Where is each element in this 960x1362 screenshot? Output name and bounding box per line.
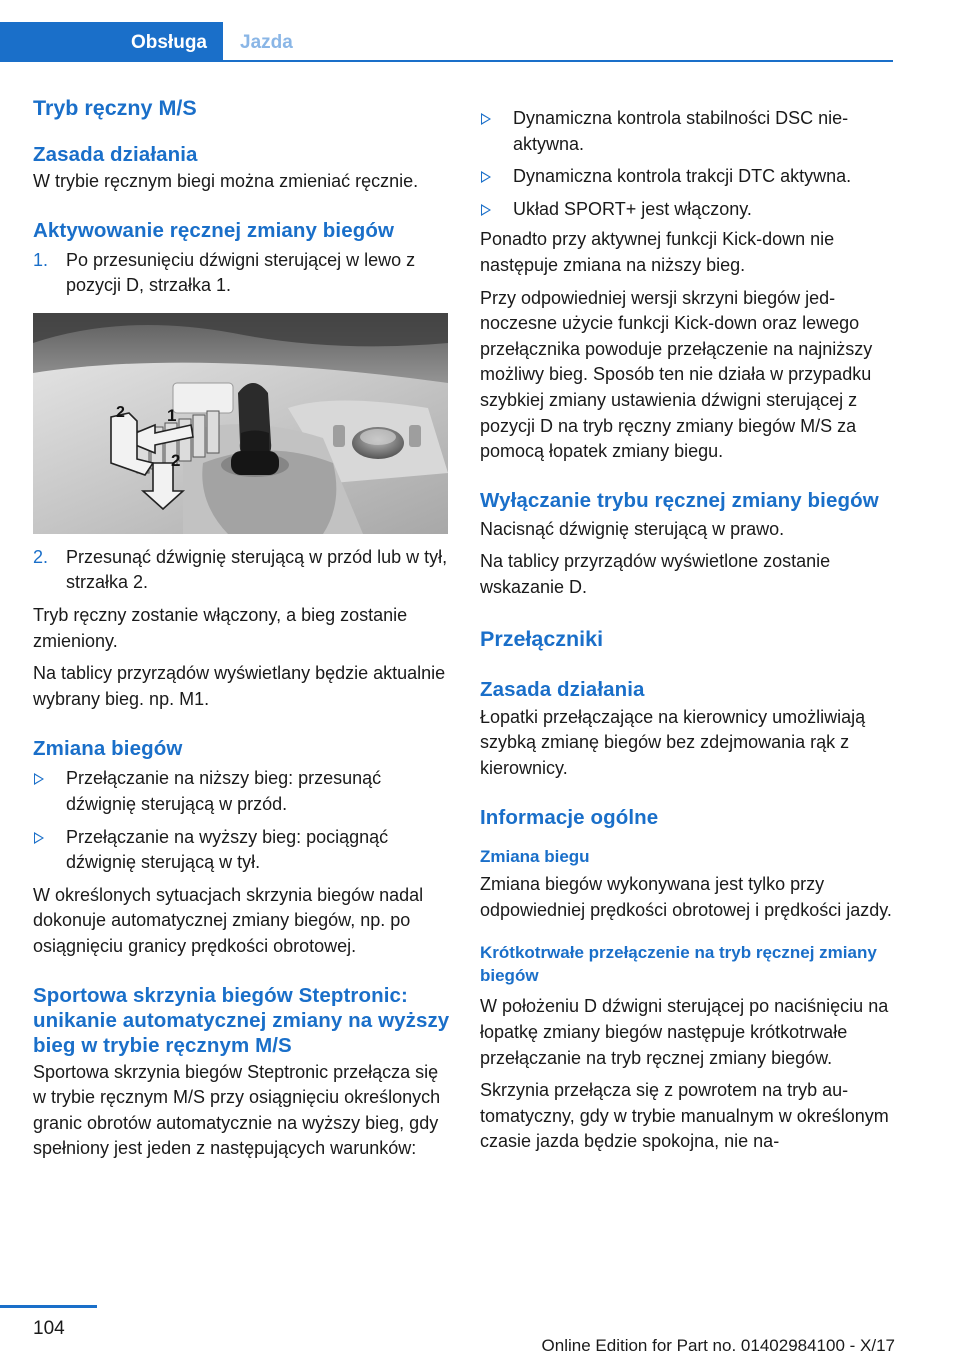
paragraph-sport: Sportowa skrzynia biegów Steptronic przełącza się w trybie ręcznym M/S przy osiągnięciu określonych granic obrotów automatycznie na wyższy bieg, gdy spełniony jest jeden z następujących warunków: xyxy=(33,1061,441,1159)
footer-rule xyxy=(0,1305,97,1308)
triangle-bullet-icon xyxy=(481,171,491,183)
paragraph-short-manual: W położeniu D dźwigni sterującej po naciśnięciu na łopatkę zmiany biegów następuje krótkotrwałe przełączanie na tryb ręcznej zmiany biegów. xyxy=(480,996,889,1068)
heading-switches: Przełączniki xyxy=(480,626,604,651)
step-text: Po przesunięciu dźwigni sterującej w lewo z pozycji D, strzałka 1. xyxy=(66,249,416,296)
paragraph-display: Na tablicy przyrządów wyświetlany będzie aktualnie wybrany bieg. np. M1. xyxy=(33,663,446,709)
chapter-tabs xyxy=(0,22,893,62)
heading-activate: Aktywowanie ręcznej zmiany biegów xyxy=(33,218,395,242)
heading-principle: Zasada działania xyxy=(33,143,198,166)
left-column xyxy=(33,95,453,1162)
heading-deactivate: Wyłączanie trybu ręcznej zmiany biegów xyxy=(480,488,879,512)
paragraph-press: Nacisnąć dźwignię sterującą w prawo. xyxy=(480,518,785,539)
heading-short-manual: Krótkotrwałe przełączenie na tryb ręcznej zmiany biegów xyxy=(480,943,877,986)
step-number: 2. xyxy=(33,546,49,567)
arrow-label-2-lower: 2 xyxy=(171,450,181,470)
list-item-text: Dynamiczna kontrola trakcji DTC aktywna. xyxy=(513,166,852,187)
paragraph-enabled: Tryb ręczny zostanie włączony, a bieg zostanie zmieniony. xyxy=(33,604,408,651)
paragraph-display-d: Na tablicy przyrządów wyświetlone zostanie wskazanie D. xyxy=(480,551,831,597)
step-2 xyxy=(33,545,453,596)
list-item xyxy=(480,106,895,157)
list-item xyxy=(33,766,453,817)
paragraph-lowest-gear: Przy odpowiedniej wersji skrzyni biegów jednoczesne użycie funkcji Kick-down oraz lewego przełącznika powoduje przełączenie na najniższy możliwy bieg. Sposób ten nie działa w przypadku szybkiej zmiany ustawienia dźwigni sterującej z pozycji D na tryb ręczny zmiany biegów M/S za pomocą łopatek zmiany biegu. xyxy=(480,287,873,462)
heading-sport: Sportowa skrzynia biegów Steptronic: unikanie automatycznej zmiany na wyższy bieg w trybie ręcznym M/S xyxy=(33,983,450,1057)
tab-jazda[interactable]: Jazda xyxy=(240,32,293,53)
paragraph-auto: W określonych sytuacjach skrzynia biegów nadal dokonuje automatycznej zmiany biegów, np. po osiągnięciu granicy prędkości obrotowej. xyxy=(33,884,424,956)
paragraph-kickdown: Ponadto przy aktywnej funkcji Kick-down nie następuje zmiana na niższy bieg. xyxy=(480,229,835,275)
step-number: 1. xyxy=(33,249,49,270)
paragraph-return-auto: Skrzynia przełącza się z powrotem na tryb automatyczny, gdy w trybie manualnym w określonym czasie jazda będzie spokojna, nie na- xyxy=(480,1080,889,1152)
heading-gear-change: Zmiana biegu xyxy=(480,847,590,867)
heading-general: Informacje ogólne xyxy=(480,806,659,830)
arrow-label-2-upper: 2 xyxy=(116,403,125,421)
paragraph-paddles: Łopatki przełączające na kierownicy umożliwiają szybką zmianę biegów bez zdejmowania rąk z kierownicy. xyxy=(480,706,866,778)
paragraph-speed: Zmiana biegów wykonywana jest tylko przy odpowiedniej prędkości obrotowej i prędkości jazdy. xyxy=(480,874,892,920)
triangle-bullet-icon xyxy=(481,113,491,125)
heading-principle-switches: Zasada działania xyxy=(480,677,645,701)
edition-note: Online Edition for Part no. 01402984100 - X/17 xyxy=(541,1336,895,1355)
list-item-text: Dynamiczna kontrola stabilności DSC nieaktywna. xyxy=(513,108,849,154)
page-number: 104 xyxy=(33,1318,65,1339)
step-text: Przesunąć dźwignię sterującą w przód lub w tył, strzałka 2. xyxy=(66,546,448,593)
triangle-bullet-icon xyxy=(481,204,491,216)
tab-obsluga[interactable]: Obsługa xyxy=(0,22,223,62)
section-title: Tryb ręczny M/S xyxy=(33,96,197,120)
list-item-text: Układ SPORT+ jest włączony. xyxy=(513,198,752,219)
list-item-text: Przełączanie na wyższy bieg: pociągnąć dźwignię sterującą w tył. xyxy=(66,826,389,873)
list-item xyxy=(33,825,453,876)
right-column xyxy=(480,95,895,1155)
list-item xyxy=(480,164,895,190)
triangle-bullet-icon xyxy=(34,773,44,785)
gear-selector-photo xyxy=(33,313,448,534)
heading-shifting: Zmiana biegów xyxy=(33,737,183,761)
step-1 xyxy=(33,248,453,299)
list-item-text: Przełączanie na niższy bieg: przesunąć dźwignię sterującą w przód. xyxy=(66,768,382,814)
list-item xyxy=(480,197,895,223)
arrow-label-1: 1 xyxy=(167,405,177,425)
triangle-bullet-icon xyxy=(34,832,44,844)
paragraph-principle: W trybie ręcznym biegi można zmieniać ręcznie. xyxy=(33,171,419,191)
